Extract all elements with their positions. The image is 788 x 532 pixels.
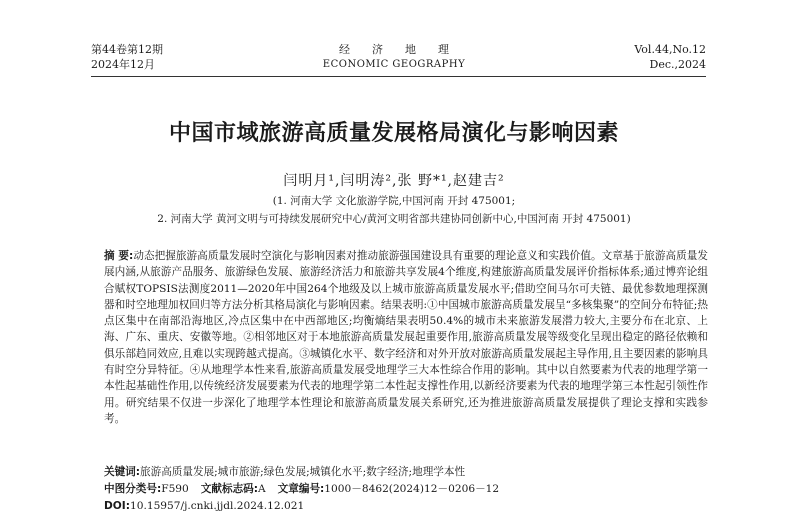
doc-code-label: 文献标志码:	[200, 483, 259, 495]
doc-code-value: A	[258, 483, 266, 495]
clc-value: F590	[161, 483, 189, 495]
header-right	[634, 42, 706, 72]
article-no-value: 1000－8462(2024)12－0206－12	[324, 483, 500, 495]
volume-en: Vol.44,No.12	[634, 43, 706, 56]
header-rule	[91, 76, 706, 77]
journal-name-en: ECONOMIC GEOGRAPHY	[322, 59, 466, 70]
doi-line	[104, 498, 708, 514]
abstract-text: 动态把握旅游高质量发展时空演化与影响因素对推动旅游强国建设具有重要的理论意义和实践价值。文章基于旅游高质量发展内涵,从旅游产品服务、旅游绿色发展、旅游经济活力和旅游共享发展4个维度,构建旅游高质量发展评价指标体系;通过博弈论组合赋权TOPSIS法测度2011—2020年中国264个地级及以上城市旅游高质量发展水平;借助空间马尔可夫链、最优参数地理探测器和时空地理加权回归等方法分析其格局演化与影响因素。结果表明:①中国城市旅游高质量发展呈“多核集聚”的空间分布特征;热点区集中在南部沿海地区,冷点区集中在中西部地区;均衡熵结果表明50.4%的城市未来旅游发展潜力较大,主要分布在北京、上海、广东、重庆、安徽等地。②相邻地区对于本地旅游高质量发展起重要作用,旅游高质量发展等级变化呈现出稳定的路径依赖和俱乐部趋同效应,且难以实现跨越式提高。③城镇化水平、数字经济和对外开放对旅游高质量发展起主导作用,且主要因素的影响具有时空分异特征。④从地理学本性来看,旅游高质量发展受地理学三大本性综合作用的影响。其中以自然要素为代表的地理学第一本性起基础性作用,以传统经济发展要素为代表的地理学第二本性起支撑性作用,以新经济要素为代表的地理学第三本性起引领性作用。研究结果不仅进一步深化了地理学本性理论和旅游高质量发展关系研究,还为推进旅游高质量发展提供了理论支撑和实践参考。	[104, 250, 708, 425]
abstract-label: 摘 要:	[104, 250, 134, 262]
volume-cn: 第44卷第12期	[91, 43, 163, 56]
journal-name-cn: 经济地理	[339, 43, 471, 56]
author-list: 闫明月¹,闫明涛²,张 野*¹,赵建吉²	[283, 173, 505, 189]
classification-line	[104, 481, 708, 497]
abstract	[104, 248, 708, 427]
article-no-label: 文章编号:	[277, 483, 325, 495]
doi-label: DOI:	[104, 500, 130, 512]
affiliation-1: (1. 河南大学 文化旅游学院,中国河南 开封 475001;	[272, 195, 516, 207]
keywords-label: 关键词:	[104, 466, 141, 478]
keywords-text: 旅游高质量发展;城市旅游;绿色发展;城镇化水平;数字经济;地理学本性	[140, 466, 466, 478]
keywords	[104, 464, 708, 480]
date-cn: 2024年12月	[91, 58, 155, 71]
date-en: Dec.,2024	[649, 58, 706, 71]
affiliation-2: 2. 河南大学 黄河文明与可持续发展研究中心/黄河文明省部共建协同创新中心,中国河南 开封 475001)	[157, 213, 631, 225]
doi-value: 10.15957/j.cnki.jjdl.2024.12.021	[129, 500, 305, 512]
clc-label: 中图分类号:	[104, 483, 162, 495]
paper-title: 中国市域旅游高质量发展格局演化与影响因素	[168, 121, 619, 146]
